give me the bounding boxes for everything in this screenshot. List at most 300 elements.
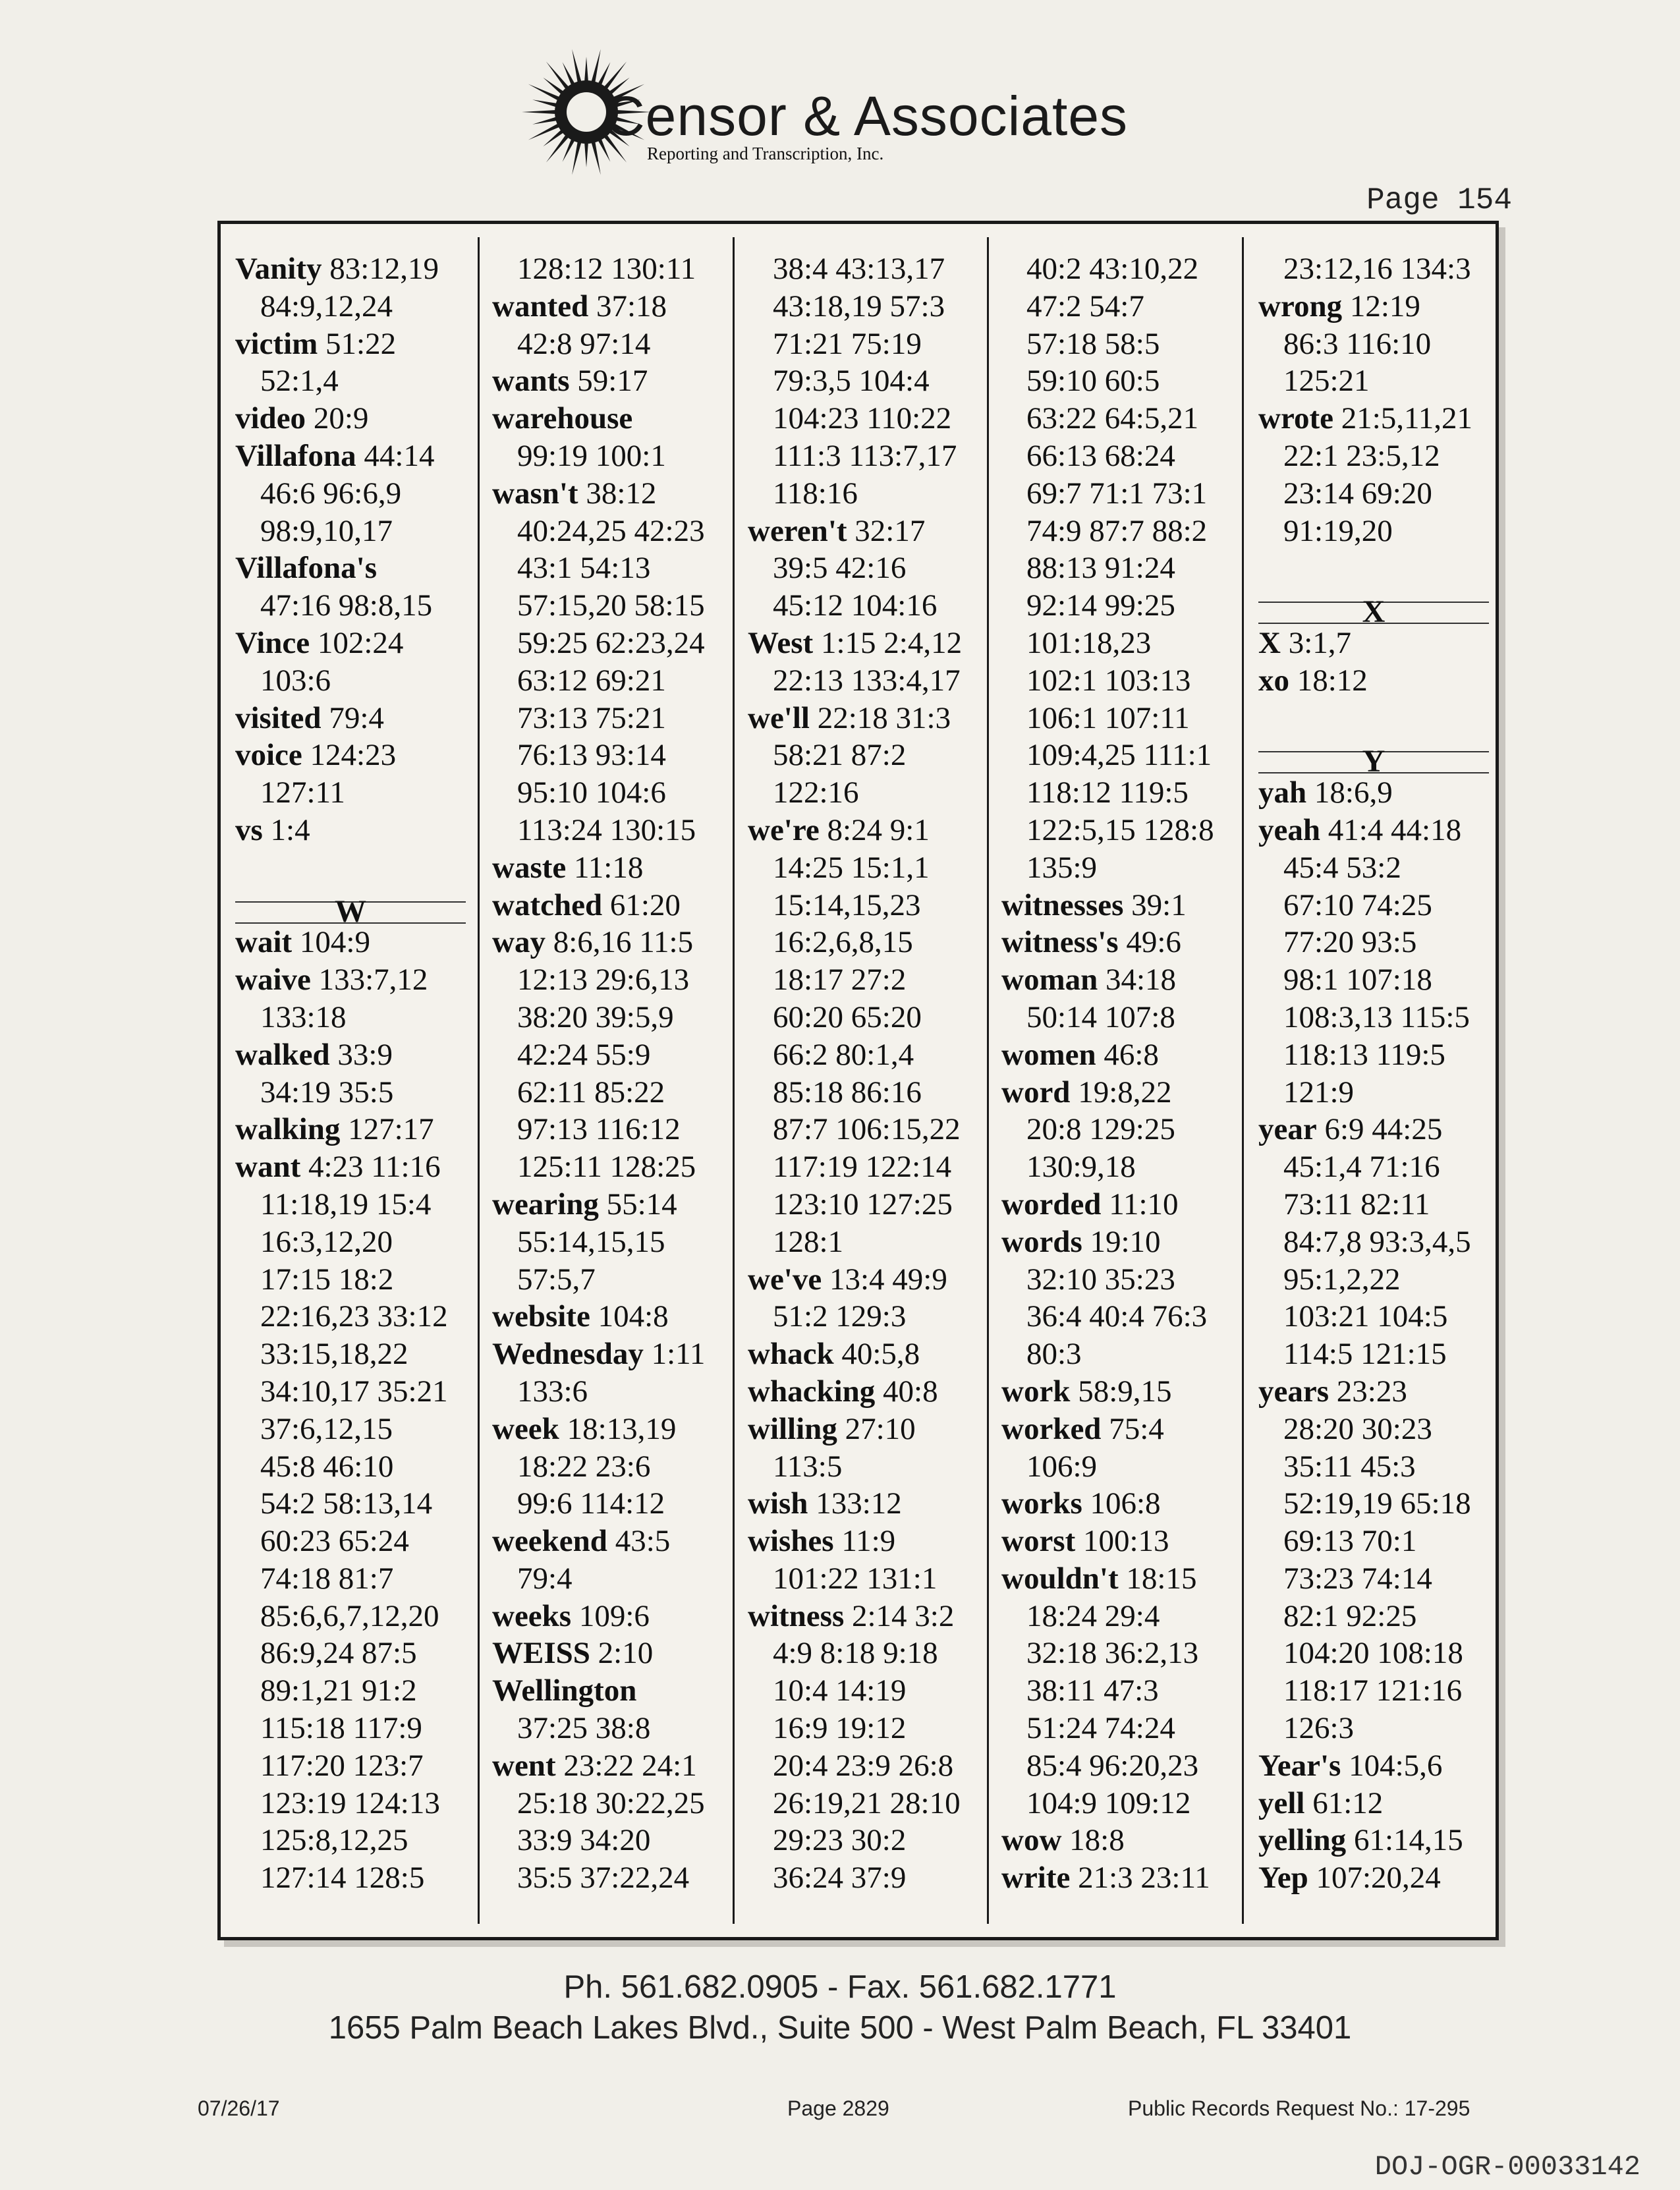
page-line-refs: 107:20,24 [1316,1861,1441,1895]
index-entry [235,1148,482,1186]
logo-subtitle: Reporting and Transcription, Inc. [647,144,884,163]
index-continuation [1001,812,1248,849]
page-line-refs: 34:18 [1105,963,1177,997]
index-continuation [235,1635,482,1672]
index-term: way [492,925,546,960]
page-line-refs: 22:1 23:5,12 [1283,438,1440,473]
index-continuation [492,999,739,1036]
index-entry [492,1523,739,1560]
page-line-refs: 59:25 62:23,24 [517,625,705,660]
index-entry [492,288,739,325]
index-entry [1258,625,1505,662]
page-line-refs: 13:4 49:9 [829,1262,947,1297]
index-continuation [235,475,482,513]
page-line-refs: 73:11 82:11 [1283,1187,1430,1221]
index-continuation [235,1261,482,1299]
page-line-refs: 104:8 [598,1299,669,1334]
index-entry [748,812,995,849]
index-term: X [1258,625,1281,660]
index-continuation [492,1261,739,1299]
index-term: woman [1001,963,1098,997]
page-line-refs: 84:7,8 93:3,4,5 [1283,1224,1471,1259]
index-continuation [1001,737,1248,774]
index-continuation [492,437,739,475]
index-term: wearing [492,1187,599,1221]
index-entry [492,887,739,924]
page-line-refs: 84:9,12,24 [260,289,393,323]
page-line-refs: 130:9,18 [1026,1150,1136,1185]
page-line-refs: 35:11 45:3 [1283,1449,1416,1484]
page-line-refs: 21:3 23:11 [1078,1861,1210,1895]
index-continuation [492,1036,739,1074]
page-line-refs: 74:18 81:7 [260,1561,394,1596]
index-continuation [235,1298,482,1335]
page-line-refs: 43:5 [615,1524,671,1559]
page-line-refs: 23:12,16 134:3 [1283,252,1471,286]
page-line-refs: 133:18 [260,999,347,1034]
page-line-refs: 111:3 113:7,17 [773,438,957,473]
index-entry [1258,1859,1505,1897]
index-continuation [235,999,482,1036]
index-continuation [1001,1111,1248,1148]
index-continuation [1001,325,1248,363]
index-continuation [748,1859,995,1897]
page-line-refs: 14:25 15:1,1 [773,850,930,885]
index-continuation [1001,587,1248,625]
index-entry [748,1485,995,1523]
index-entry [1001,1036,1248,1074]
index-continuation [1001,849,1248,887]
page-line-refs: 40:2 43:10,22 [1026,252,1199,286]
page-line-refs: 46:6 96:6,9 [260,476,402,511]
page-line-refs: 15:14,15,23 [773,887,921,922]
index-continuation [492,1859,739,1897]
index-continuation [1258,437,1505,475]
stamp-page: Page 2829 [787,2096,889,2120]
index-continuation [1258,1298,1505,1335]
page-line-refs: 6:9 44:25 [1324,1112,1443,1147]
page-line-refs: 117:19 122:14 [773,1150,952,1185]
index-entry [1258,1785,1505,1822]
bates-number: DOJ-OGR-00033142 [1374,2151,1640,2183]
index-entry [1001,961,1248,999]
page-line-refs: 32:10 35:23 [1026,1262,1175,1297]
index-continuation [748,325,995,363]
index-entry [1258,1373,1505,1411]
index-continuation [1258,1074,1505,1111]
index-entry [235,812,482,849]
index-continuation [1001,1785,1248,1822]
index-entry [1001,1223,1248,1261]
page-line-refs: 118:17 121:16 [1283,1673,1463,1708]
index-continuation [235,587,482,625]
page-line-refs: 47:2 54:7 [1026,289,1144,323]
index-continuation [748,475,995,513]
index-continuation [492,737,739,774]
index-continuation [235,1598,482,1635]
page-line-refs: 18:15 [1126,1561,1197,1596]
index-continuation [492,1223,739,1261]
index-continuation [748,999,995,1036]
index-term: yah [1258,775,1307,810]
index-continuation [1258,362,1505,400]
page-line-refs: 109:6 [578,1598,650,1633]
page-line-refs: 91:19,20 [1283,513,1393,548]
page-line-refs: 46:8 [1104,1037,1159,1072]
page-line-refs: 60:23 65:24 [260,1524,409,1559]
index-continuation [492,1148,739,1186]
index-term: Yep [1258,1861,1308,1895]
page-line-refs: 43:18,19 57:3 [773,289,945,323]
page-line-refs: 3:1,7 [1288,625,1352,660]
page-line-refs: 1:4 [270,812,310,847]
index-term: worded [1001,1187,1102,1221]
page-line-refs: 28:20 30:23 [1283,1411,1432,1446]
index-column-4 [1001,250,1248,1897]
page-line-refs: 69:7 71:1 73:1 [1026,476,1208,511]
page-line-refs: 17:15 18:2 [260,1262,394,1297]
index-continuation [748,887,995,924]
column-divider [478,237,480,1924]
page-line-refs: 18:13,19 [567,1411,677,1446]
index-entry [235,250,482,288]
index-term: whacking [748,1374,876,1409]
page-line-refs: 18:17 27:2 [773,963,907,997]
index-continuation [748,250,995,288]
index-continuation [1001,625,1248,662]
index-continuation [492,774,739,812]
index-continuation [1258,1411,1505,1448]
index-continuation [235,774,482,812]
page-line-refs: 22:18 31:3 [817,700,951,735]
page-line-refs: 52:19,19 65:18 [1283,1486,1471,1521]
index-continuation [1001,288,1248,325]
index-continuation [1258,1672,1505,1710]
index-continuation [1001,475,1248,513]
index-continuation [235,1335,482,1373]
index-term: wow [1001,1823,1062,1858]
index-continuation [492,700,739,737]
page-line-refs: 37:6,12,15 [260,1411,393,1446]
index-continuation [1001,1261,1248,1299]
index-term: yeah [1258,812,1320,847]
page-line-refs: 75:4 [1109,1411,1164,1446]
page-line-refs: 63:22 64:5,21 [1026,401,1199,436]
index-continuation [748,1223,995,1261]
stamp-date: 07/26/17 [198,2096,280,2120]
index-term: word [1001,1075,1071,1109]
page-line-refs: 51:24 74:24 [1026,1711,1175,1746]
index-continuation [1001,700,1248,737]
index-continuation [748,1074,995,1111]
index-term: video [235,401,306,436]
index-continuation [748,1298,995,1335]
index-continuation [748,1560,995,1598]
page-line-refs: 51:22 [325,326,397,361]
index-continuation [235,1411,482,1448]
index-term: year [1258,1112,1317,1147]
index-term: wouldn't [1001,1561,1119,1596]
page-line-refs: 100:13 [1083,1524,1169,1559]
index-entry [235,549,482,587]
index-entry [748,1261,995,1299]
index-continuation [1001,1298,1248,1335]
index-entry [1001,1186,1248,1223]
page-line-refs: 25:18 30:22,25 [517,1785,705,1820]
footer-phone-fax: Ph. 561.682.0905 - Fax. 561.682.1771 [563,1969,1117,2005]
index-continuation [1258,325,1505,363]
page-line-refs: 82:1 92:25 [1283,1598,1417,1633]
page-line-refs: 47:16 98:8,15 [260,588,433,623]
index-entry [492,1672,739,1710]
index-term: Vince [235,625,310,660]
index-continuation [1001,1335,1248,1373]
index-continuation [1258,250,1505,288]
page-line-refs: 1:11 [651,1337,706,1372]
index-term: write [1001,1861,1071,1895]
index-entry [235,625,482,662]
page-line-refs: 12:13 29:6,13 [517,963,690,997]
index-continuation [748,961,995,999]
page-line-refs: 18:22 23:6 [517,1449,651,1484]
index-continuation [235,1448,482,1486]
index-term: witness [748,1598,845,1633]
index-continuation [235,662,482,700]
index-term: we'll [748,700,810,735]
index-continuation [1258,1710,1505,1747]
page-line-refs: 43:1 54:13 [517,551,651,586]
page-line-refs: 33:9 34:20 [517,1823,651,1858]
index-continuation [1258,1485,1505,1523]
index-continuation [1258,999,1505,1036]
page-line-refs: 29:23 30:2 [773,1823,907,1858]
index-continuation [1258,1148,1505,1186]
page-line-refs: 2:14 3:2 [851,1598,955,1633]
page-line-refs: 57:5,7 [517,1262,596,1297]
section-letter: X [1362,594,1386,630]
page-line-refs: 101:18,23 [1026,625,1152,660]
index-continuation [235,1747,482,1785]
page-line-refs: 11:18,19 15:4 [260,1187,432,1221]
index-entry [1258,1822,1505,1859]
page-line-refs: 135:9 [1026,850,1098,885]
index-continuation [492,662,739,700]
page-line-refs: 74:9 87:7 88:2 [1026,513,1208,548]
index-continuation [748,1635,995,1672]
page-line-refs: 77:20 93:5 [1283,925,1417,960]
page-line-refs: 18:24 29:4 [1026,1598,1160,1633]
index-term: works [1001,1486,1082,1521]
page-line-refs: 39:5 42:16 [773,551,907,586]
index-continuation [1001,1672,1248,1710]
page-line-refs: 127:11 [260,775,345,810]
page-line-refs: 41:4 44:18 [1328,812,1462,847]
page-line-refs: 108:3,13 115:5 [1283,999,1470,1034]
index-entry [1258,288,1505,325]
rule-line [235,922,466,924]
index-term: website [492,1299,590,1334]
index-entry [235,400,482,437]
page-line-refs: 49:6 [1126,925,1181,960]
page-line-refs: 128:1 [773,1224,844,1259]
page-line-refs: 73:13 75:21 [517,700,666,735]
index-term: wish [748,1486,808,1521]
page-line-refs: 19:8,22 [1078,1075,1172,1109]
index-term: wasn't [492,476,578,511]
index-continuation [1001,549,1248,587]
page-line-refs: 16:9 19:12 [773,1711,907,1746]
index-continuation [748,774,995,812]
page-line-refs: 98:1 107:18 [1283,963,1432,997]
page-line-refs: 66:13 68:24 [1026,438,1175,473]
index-continuation [1001,1710,1248,1747]
index-entry [1001,1859,1248,1897]
index-entry [492,1186,739,1223]
index-continuation [1258,1335,1505,1373]
index-continuation [492,1560,739,1598]
index-continuation [492,325,739,363]
page-line-refs: 45:12 104:16 [773,588,938,623]
page-line-refs: 98:9,10,17 [260,513,393,548]
page-line-refs: 37:25 38:8 [517,1711,651,1746]
page-line-refs: 127:17 [348,1112,434,1147]
index-continuation [492,587,739,625]
page-line-refs: 122:5,15 128:8 [1026,812,1214,847]
index-continuation [1001,437,1248,475]
index-continuation [748,400,995,437]
index-entry [1258,774,1505,812]
page-line-refs: 66:2 80:1,4 [773,1037,914,1072]
index-spacer [235,849,482,887]
page-line-refs: 61:14,15 [1353,1823,1463,1858]
page-line-refs: 133:7,12 [318,963,428,997]
index-entry [1258,1747,1505,1785]
index-continuation [1258,1036,1505,1074]
page-line-refs: 10:4 14:19 [773,1673,907,1708]
index-entry [235,737,482,774]
index-continuation [235,362,482,400]
transcript-page-label: Page 154 [1366,183,1512,217]
index-entry [748,513,995,550]
page-line-refs: 33:15,18,22 [260,1337,408,1372]
index-term: wait [235,925,293,960]
page-line-refs: 80:3 [1026,1337,1082,1372]
index-entry [748,1523,995,1560]
index-entry [1001,1074,1248,1111]
page-line-refs: 16:3,12,20 [260,1224,393,1259]
page-line-refs: 36:4 40:4 76:3 [1026,1299,1208,1334]
rule-line [1258,772,1489,773]
page-line-refs: 104:5,6 [1349,1748,1443,1783]
index-column-1 [235,250,482,1897]
index-continuation [492,1448,739,1486]
page-line-refs: 85:6,6,7,12,20 [260,1598,439,1633]
index-term: yelling [1258,1823,1347,1858]
column-divider [987,237,989,1924]
index-entry [235,924,482,961]
index-continuation [492,1485,739,1523]
page-line-refs: 52:1,4 [260,364,339,399]
page-line-refs: 21:5,11,21 [1341,401,1473,436]
index-term: visited [235,700,322,735]
index-continuation [1001,362,1248,400]
page-line-refs: 62:11 85:22 [517,1075,665,1109]
page-line-refs: 51:2 129:3 [773,1299,907,1334]
index-entry [748,1598,995,1635]
index-continuation [748,1036,995,1074]
page-line-refs: 86:3 116:10 [1283,326,1432,361]
index-term: walked [235,1037,330,1072]
index-entry [1001,924,1248,961]
rule-line [1258,623,1489,624]
page-line-refs: 103:6 [260,663,331,698]
page-line-refs: 11:9 [841,1524,896,1559]
letter-section-header [1258,587,1489,630]
page-line-refs: 58:21 87:2 [773,738,907,773]
index-continuation [1001,400,1248,437]
index-entry [235,961,482,999]
page-line-refs: 38:11 47:3 [1026,1673,1159,1708]
index-continuation [235,1485,482,1523]
page-line-refs: 8:24 9:1 [827,812,930,847]
index-continuation [492,625,739,662]
page-line-refs: 92:14 99:25 [1026,588,1175,623]
index-term: week [492,1411,559,1446]
index-term: victim [235,326,318,361]
page-line-refs: 67:10 74:25 [1283,887,1432,922]
index-continuation [1001,1598,1248,1635]
index-column-3 [748,250,995,1897]
index-continuation [1001,1448,1248,1486]
page-line-refs: 123:10 127:25 [773,1187,953,1221]
page-line-refs: 97:13 116:12 [517,1112,681,1147]
index-continuation [492,1074,739,1111]
index-term: whack [748,1337,834,1372]
page-line-refs: 99:19 100:1 [517,438,666,473]
index-term: wanted [492,289,589,323]
page-line-refs: 101:22 131:1 [773,1561,938,1596]
index-continuation [748,737,995,774]
page-line-refs: 45:1,4 71:16 [1283,1150,1440,1185]
index-continuation [235,1373,482,1411]
index-entry [1001,1523,1248,1560]
index-entry [1258,1111,1505,1148]
index-continuation [748,1448,995,1486]
page-line-refs: 20:8 129:25 [1026,1112,1175,1147]
index-term: words [1001,1224,1082,1259]
index-continuation [492,1785,739,1822]
page-line-refs: 99:6 114:12 [517,1486,665,1521]
index-continuation [492,513,739,550]
page-line-refs: 2:10 [598,1636,654,1671]
section-letter: Y [1362,744,1386,779]
page-line-refs: 69:13 70:1 [1283,1524,1417,1559]
page-line-refs: 8:6,16 11:5 [553,925,694,960]
index-term: worked [1001,1411,1102,1446]
index-entry [492,924,739,961]
index-entry [492,1747,739,1785]
page-line-refs: 39:1 [1131,887,1187,922]
index-column-2 [492,250,739,1897]
index-continuation [1258,887,1505,924]
index-continuation [492,1710,739,1747]
index-entry [748,625,995,662]
page-line-refs: 22:13 133:4,17 [773,663,961,698]
index-continuation [235,1074,482,1111]
page-line-refs: 32:18 36:2,13 [1026,1636,1199,1671]
index-continuation [748,587,995,625]
page-line-refs: 36:24 37:9 [773,1861,907,1895]
